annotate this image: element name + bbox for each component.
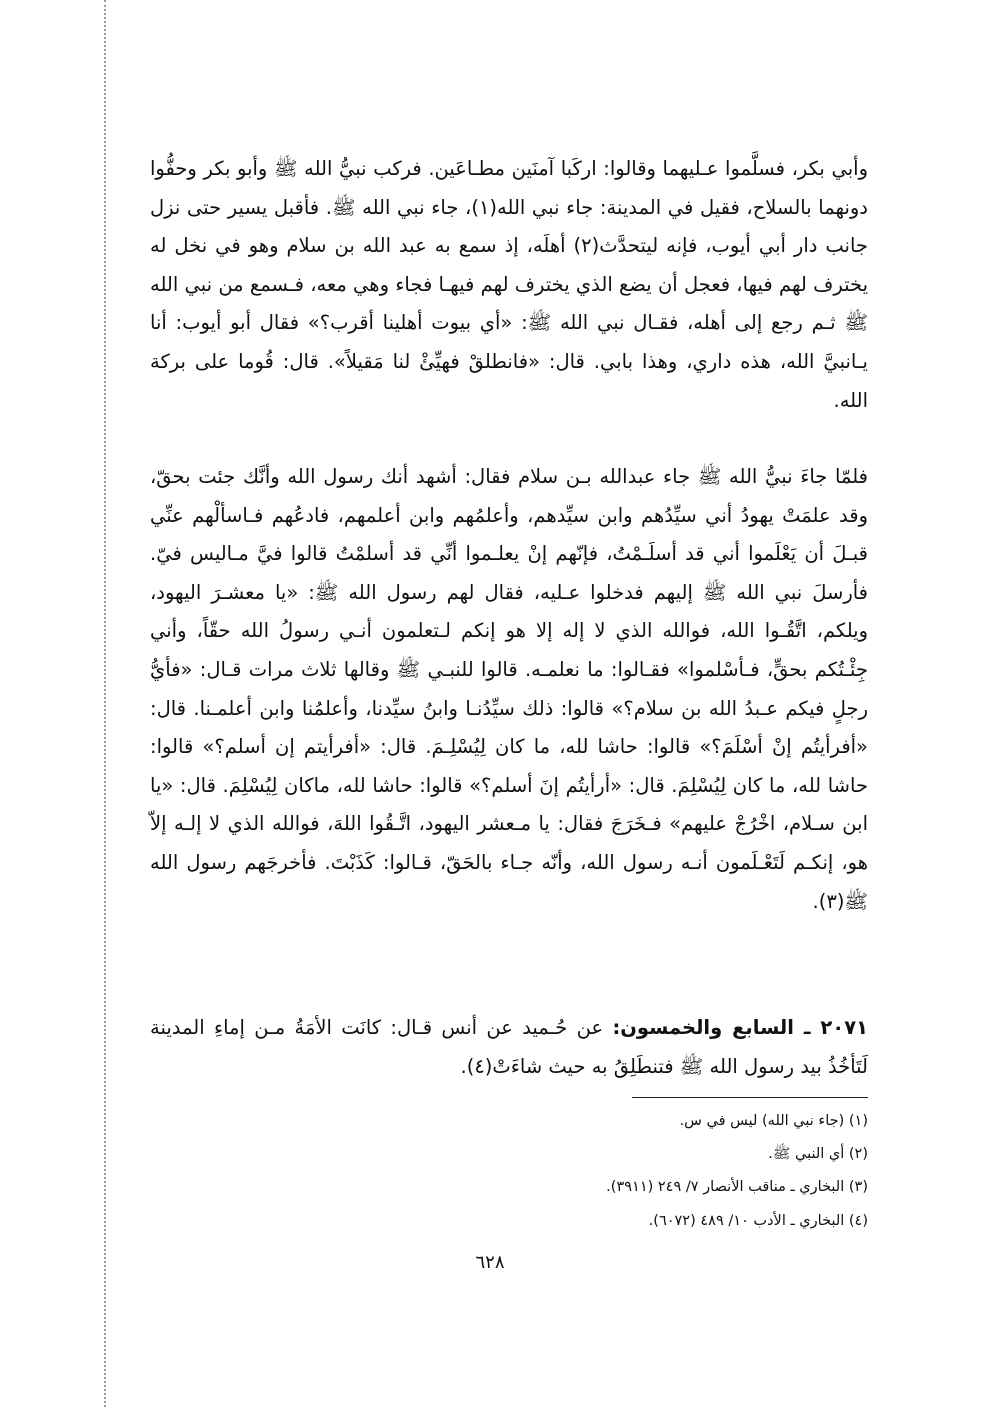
hadith-number: ٢٠٧١ ـ السابع والخمسون:	[612, 1016, 868, 1039]
footnote-2: (٢) أي النبي ﷺ.	[768, 1146, 868, 1163]
footnote-1: (١) (جاء نبي الله) ليس في س.	[679, 1113, 868, 1129]
body-paragraph-3	[150, 1009, 868, 1086]
body-paragraph-1: وأبي بكر، فسلَّموا عـليهما وقالوا: اركَبا آمنَين مطـاعَين. فركب نبيُّ الله ﷺ وأبو بكر وحفُّوا دونهما بالسلاح، فقيل في المدينة: جاء نبي الله(١)، جاء نبي الله ﷺ. فأقبل يسير حتى نزل جانب دار أبي أيوب، فإنه ليتحدَّث(٢) أهلَه، إذ سمع به عبد الله بن سلام وهو في نخل له يخترف لهم فيها، فعجل أن يضع الذي يخترف لهم فيهـا فجاء وهي معه، فـسمع من نبي الله ﷺ ثـم رجع إلى أهله، فقـال نبي الله ﷺ: «أي بيوت أهلينا أقرب؟» فقال أبو أيوب: أنا يـانبيَّ الله، هذه داري، وهذا بابي. قال: «فانطلقْ فهيِّئْ لنا مَقيلاً». قال: قُوما على بركة الله.	[150, 157, 868, 412]
footnote-4: (٤) البخاري ـ الأدب ١٠/ ٤٨٩ (٦٠٧٢).	[648, 1212, 868, 1229]
body-paragraph-2: فلمّا جاءَ نبيُّ الله ﷺ جاء عبدالله بـن سلام فقال: أشهد أنك رسول الله وأنَّك جئت بحقّ، وقد علمَتْ يهودُ أني سيِّدُهم وابن سيِّدهم، وأعلمُهم وابن أعلمهم، فادعُهم فـاسألْهم عنِّي قبـلَ أن يَعْلَموا أني قد أسلَـمْتُ، فإنّهم إنْ يعلـموا أنِّي قد أسلمْتُ قالوا فيَّ مـاليس فيّ. فأرسلَ نبي الله ﷺ إليهم فدخلوا عـليه، فقال لهم رسول الله ﷺ: «يا معشـرَ اليهود، ويلكم، اتَّقُـوا الله، فوالله الذي لا إله إلا هو إنكم لـتعلمون أنـي رسولُ الله حقّاً، وأني جِئْـتُكم بحقٍّ، فـأسْلموا» فقـالوا: ما نعلمـه. قالوا للنبـي ﷺ وقالها ثلاث مرات قـال: «فأيُّ رجلٍ فيكم عـبدُ الله بن سلام؟» قالوا: ذلك سيِّدُنـا وابنُ سيِّدنا، وأعلمُنا وابن أعلمـنا. قال: «أفرأيتُم إنْ أسْلَمَ؟» قالوا: حاشا لله، ما كان لِيُسْلِـمَ. قال: «أفرأيتم إن أسلم؟» قالوا: حاشا لله، ما كان لِيُسْلِمَ. قال: «أرأيتُم إنَ أسلم؟» قالوا: حاشا لله، ماكان لِيُسْلِمَ. قال: «يا ابن سـلام، اخْرُجْ عليهم» فـخَرَجَ فقال: يا مـعشر اليهود، اتَّـقُوا اللهَ، فوالله الذي لا إلـه إلاّ هو، إنكـم لَتَعْـلَمون أنـه رسول الله، وأنّه جـاء بالحَقّ، قـالوا: كَذَبْتَ. فأخرجَهم رسول الله ﷺ(٣).	[150, 465, 868, 913]
binding-margin-dots	[104, 0, 106, 1407]
hadith-text: عن حُـميد عن أنس قـال: كانَت الأمَةُ مـن إماءِ المدينة لَتَأخُذُ بيد رسول الله ﷺ فتنطَلِقُ به حيث شاءَتْ(٤).	[150, 1016, 868, 1078]
footnote-separator	[632, 1097, 868, 1098]
footnote-3: (٣) البخاري ـ مناقب الأنصار ٧/ ٢٤٩ (٣٩١١).	[606, 1179, 868, 1196]
footnotes	[400, 1105, 868, 1238]
page-number: ٦٢٨	[475, 1252, 505, 1273]
